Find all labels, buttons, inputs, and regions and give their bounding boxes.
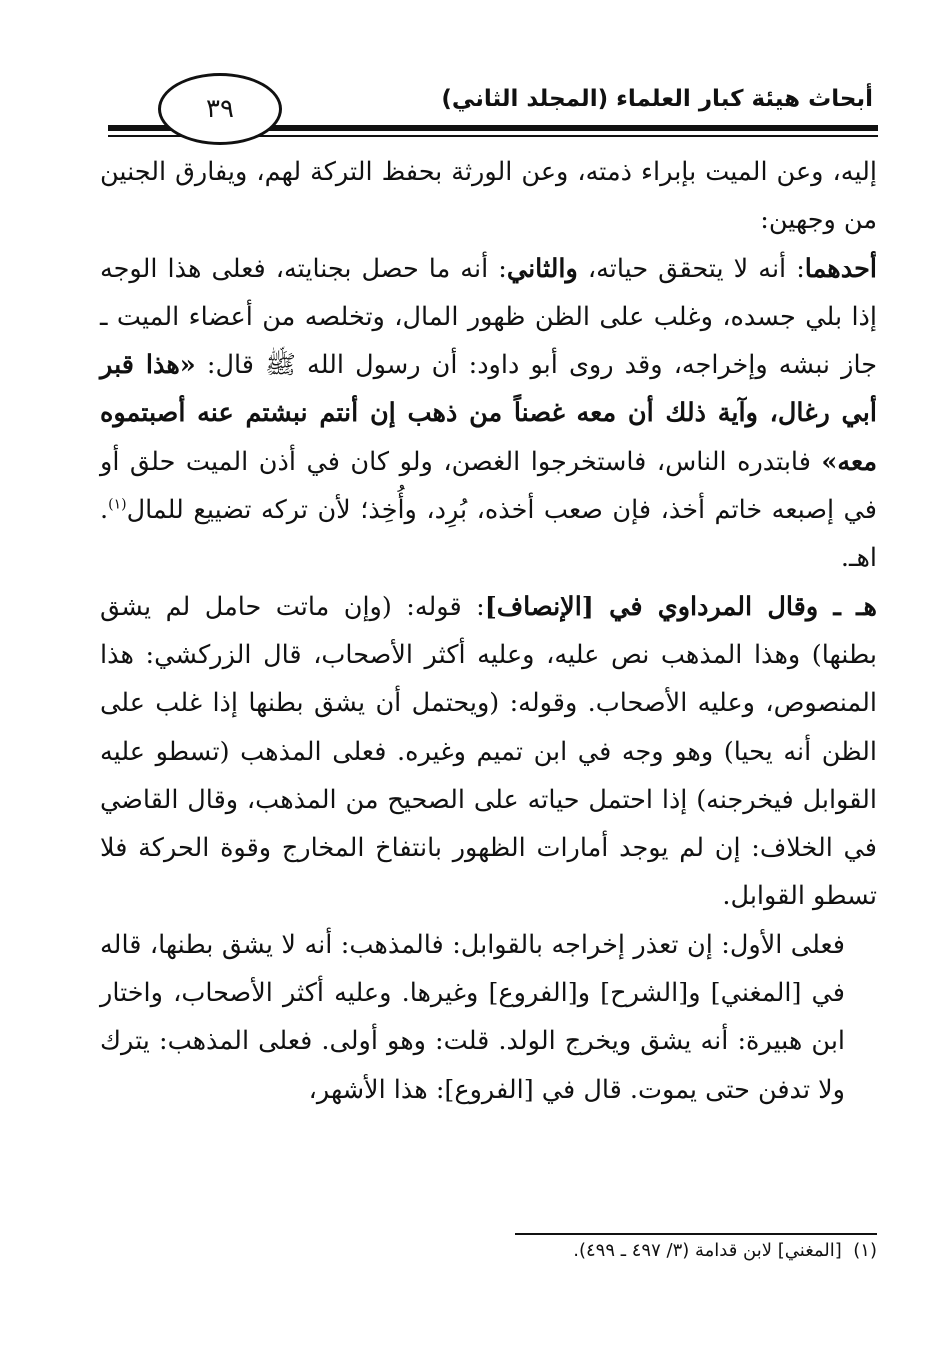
bold-term-first: أحدهما [804,253,877,284]
footnote-ref: (١) [108,496,127,513]
footnote-text: [المغني] لابن قدامة (٣/ ٤٩٧ ـ ٤٩٩). [573,1240,842,1261]
paragraph-text: : قوله: (وإن ماتت حامل لم يشق بطنها) وهذا المذهب نص عليه، وعليه أكثر الأصحاب، قال الزركشي: هذا المنصوص، وعليه الأصحاب. وقوله: (ويحتمل أن يشق بطنها إذا غلب على الظن أنه يحيا) وهو وجه في ابن تميم وغيره. فعلى المذهب (تسطو عليه القوابل فيخرجنه) إذا احتمل حياته على الصحيح من المذهب، وقال القاضي في الخلاف: إن لم يوجد أمارات الظهور بانتفاخ المخارج وقوة الحركة فلا تسطو القوابل. [100,591,877,912]
running-header-title: أبحاث هيئة كبار العلماء (المجلد الثاني) [441,86,873,112]
footnote-rule [515,1233,877,1235]
body-text [100,148,877,1114]
paragraph-text: فابتدره الناس، فاستخرجوا الغصن، ولو كان في أذن الميت حلق أو في إصبعه خاتم أخذ، فإن صعب أخذه، بُرِد، وأُخِذ؛ لأن تركه تضييع للمال [100,446,877,526]
page-number-oval [158,73,282,145]
bold-term-second: والثاني [506,253,578,284]
paragraph-text: إليه، وعن الميت بإبراء ذمته، وعن الورثة بحفظ التركة لهم، ويفارق الجنين من وجهين: [100,157,877,236]
footnote [97,1240,877,1261]
paragraph-continuation [100,148,877,245]
paragraph-text: : أنه ما حصل بجنايته، فعلى هذا الوجه إذا بلي جسده، وغلب على الظن ظهور المال، وتخلصه من أعضاء الميت ـ جاز نبشه وإخراجه، وقد روى أبو داود: أن رسول الله ﷺ قال: [100,253,878,381]
paragraph-insaf [100,583,877,921]
page-number: ٣٩ [206,94,234,124]
paragraph-text: . اهـ. [100,495,877,574]
hadith-quote: «هذا قبر أبي رغال، وآية ذلك أن معه غصناً من ذهب إن أنتم نبشتم عنه أصبتموه معه» [100,350,877,477]
section-heading-insaf: هـ ـ وقال المرداوي في [الإنصاف] [484,591,877,622]
paragraph-text: : أنه لا يتحقق حياته، [577,253,805,284]
paragraph-two-aspects [100,245,877,583]
paragraph-first-view [100,921,877,1114]
paragraph-text: فعلى الأول: إن تعذر إخراجه بالقوابل: فالمذهب: أنه لا يشق بطنها، قاله في [المغني] و[الشرح] و[الفروع] وغيرها. وعليه أكثر الأصحاب، واختار ابن هبيرة: أنه يشق ويخرج الولد. قلت: وهو أولى. فعلى المذهب: يترك ولا تدفن حتى يموت. قال في [الفروع]: هذا الأشهر، [100,929,845,1105]
footnote-marker: (١) [853,1240,877,1261]
